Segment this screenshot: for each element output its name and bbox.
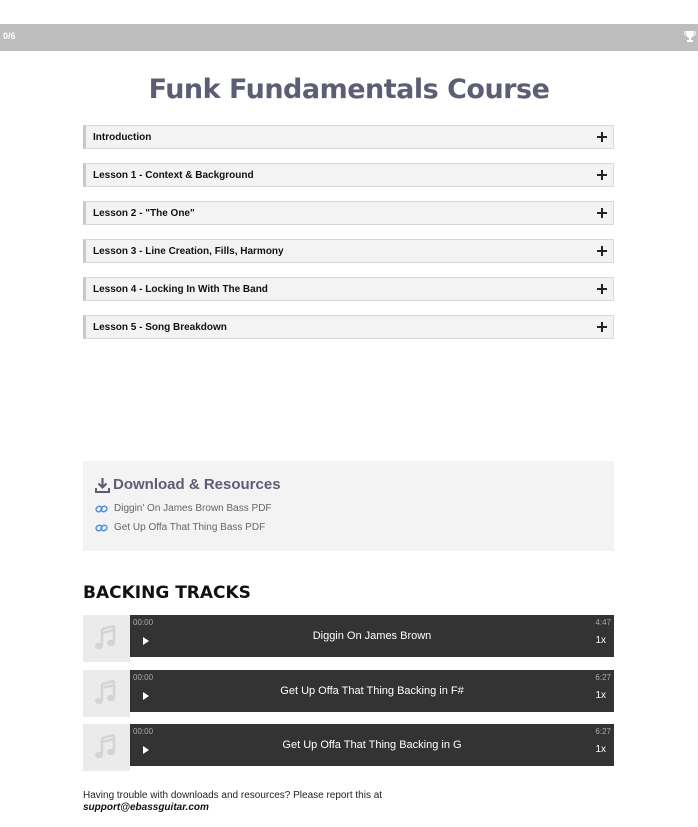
trophy-icon <box>684 30 696 43</box>
lesson-label: Lesson 4 - Locking In With The Band <box>93 284 268 295</box>
resource-link-diggin-pdf[interactable]: Diggin' On James Brown Bass PDF <box>114 503 272 514</box>
track-duration: 6:27 <box>595 673 611 682</box>
audio-track <box>83 724 614 771</box>
download-icon <box>95 477 110 493</box>
audio-track <box>83 670 614 717</box>
lesson-item-2[interactable] <box>83 201 614 225</box>
plus-icon[interactable] <box>597 132 607 142</box>
link-icon <box>95 523 108 533</box>
plus-icon[interactable] <box>597 170 607 180</box>
lesson-item-1[interactable] <box>83 163 614 187</box>
current-time: 00:00 <box>133 673 154 682</box>
lesson-label: Lesson 1 - Context & Background <box>93 170 254 181</box>
music-note-icon <box>93 624 121 653</box>
lesson-accordion <box>83 125 614 353</box>
audio-player <box>130 615 614 657</box>
playback-speed-button[interactable]: 1x <box>595 635 606 646</box>
support-notice <box>83 790 382 814</box>
track-duration: 4:47 <box>595 618 611 627</box>
plus-icon[interactable] <box>597 284 607 294</box>
music-note-icon <box>93 733 121 762</box>
course-progress-bar <box>0 24 698 51</box>
resources-title: Download & Resources <box>113 476 281 493</box>
plus-icon[interactable] <box>597 322 607 332</box>
backing-tracks-heading: BACKING TRACKS <box>83 583 251 603</box>
track-thumbnail <box>83 670 130 717</box>
audio-track <box>83 615 614 662</box>
track-name: Get Up Offa That Thing Backing in G <box>282 739 462 751</box>
lesson-item-5[interactable] <box>83 315 614 339</box>
link-icon <box>95 504 108 514</box>
track-duration: 6:27 <box>595 727 611 736</box>
plus-icon[interactable] <box>597 246 607 256</box>
lesson-item-3[interactable] <box>83 239 614 263</box>
lesson-label: Lesson 3 - Line Creation, Fills, Harmony <box>93 246 284 257</box>
audio-player <box>130 724 614 766</box>
support-notice-text: Having trouble with downloads and resources? Please report this at <box>83 790 383 801</box>
lesson-label: Introduction <box>93 132 152 143</box>
progress-count: 0/6 <box>3 31 16 41</box>
support-email-link[interactable]: support@ebassguitar.com <box>83 802 209 813</box>
lesson-label: Lesson 2 - "The One" <box>93 208 195 219</box>
plus-icon[interactable] <box>597 208 607 218</box>
current-time: 00:00 <box>133 618 154 627</box>
track-thumbnail <box>83 724 130 771</box>
lesson-item-4[interactable] <box>83 277 614 301</box>
playback-speed-button[interactable]: 1x <box>595 690 606 701</box>
music-note-icon <box>93 679 121 708</box>
track-name: Diggin On James Brown <box>312 630 432 642</box>
current-time: 00:00 <box>133 727 154 736</box>
track-thumbnail <box>83 615 130 662</box>
audio-player <box>130 670 614 712</box>
playback-speed-button[interactable]: 1x <box>595 744 606 755</box>
track-name: Get Up Offa That Thing Backing in F# <box>280 685 464 697</box>
lesson-label: Lesson 5 - Song Breakdown <box>93 322 227 333</box>
page-title: Funk Fundamentals Course <box>148 74 550 105</box>
download-resources-panel <box>83 461 614 551</box>
lesson-item-introduction[interactable] <box>83 125 614 149</box>
resource-link-get-up-pdf[interactable]: Get Up Offa That Thing Bass PDF <box>114 522 266 533</box>
